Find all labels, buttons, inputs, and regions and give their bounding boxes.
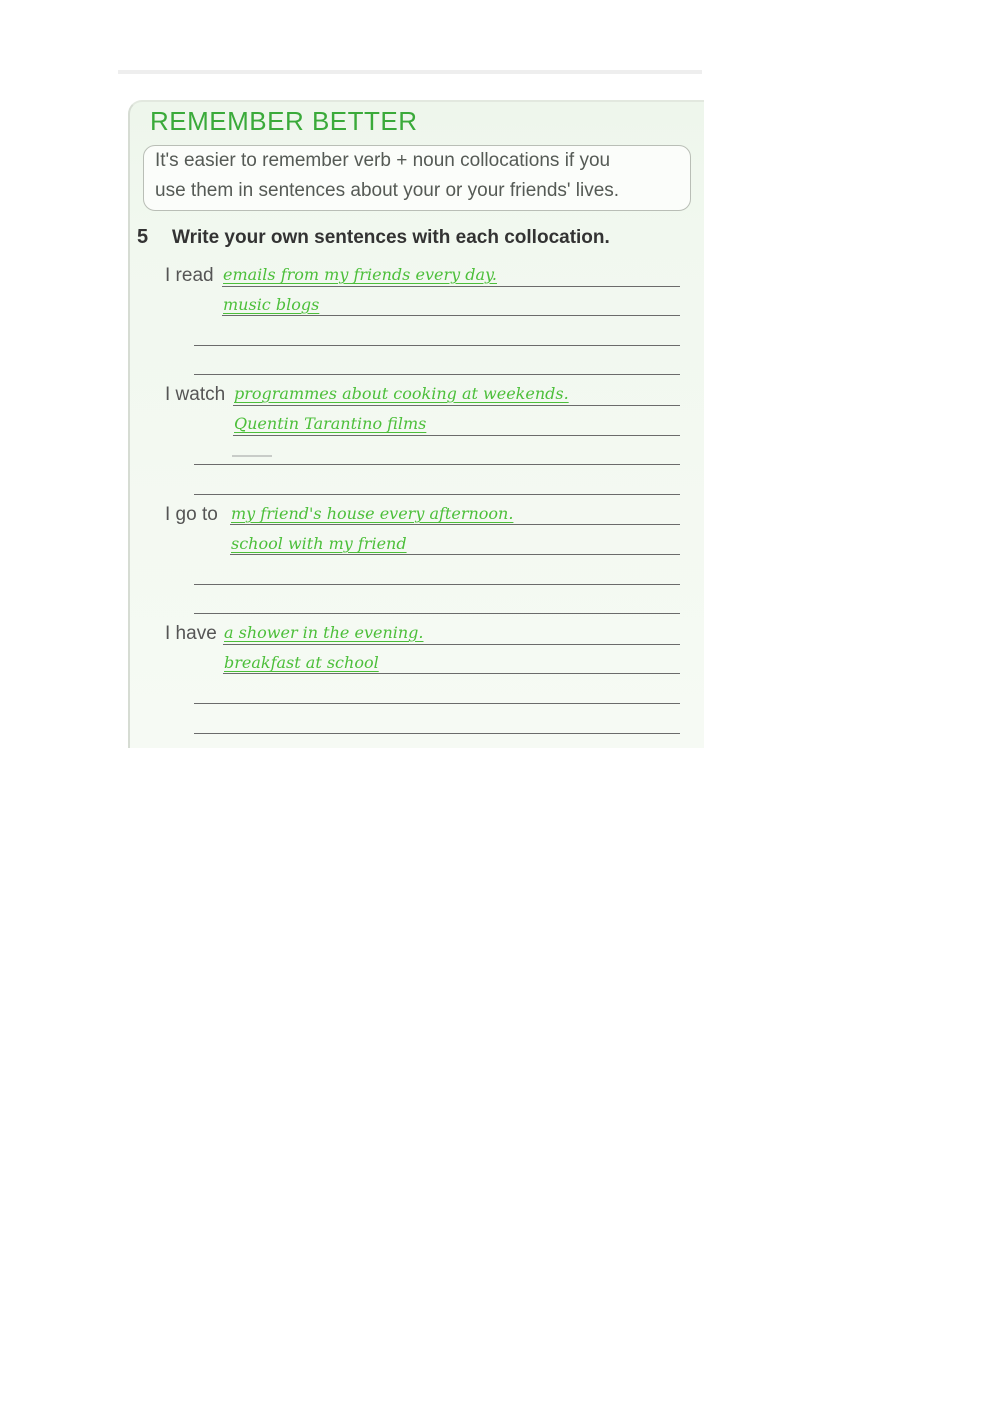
exercise-number: 5 (137, 226, 149, 248)
answer-line[interactable] (194, 703, 680, 704)
prompt-i-watch: I watch (165, 384, 226, 405)
remember-better-line-2: use them in sentences about your or your friends' lives. (155, 180, 620, 201)
scan-edge (118, 70, 702, 74)
answer-have-1[interactable]: a shower in the evening. (224, 623, 424, 642)
prompt-i-have: I have (165, 623, 217, 644)
answer-line[interactable] (230, 554, 680, 555)
answer-go-2[interactable]: school with my friend (231, 534, 407, 553)
answer-line[interactable] (233, 435, 680, 436)
answer-line[interactable] (194, 374, 680, 375)
answer-read-1[interactable]: emails from my friends every day. (223, 265, 497, 284)
answer-line[interactable] (194, 464, 680, 465)
answer-read-2[interactable]: music blogs (223, 295, 320, 314)
scan-smudge (232, 455, 272, 457)
prompt-i-go-to: I go to (165, 504, 218, 525)
answer-watch-1[interactable]: programmes about cooking at weekends. (234, 384, 569, 403)
answer-line[interactable] (194, 345, 680, 346)
remember-better-line-1: It's easier to remember verb + noun collocations if you (155, 150, 611, 171)
answer-line[interactable] (194, 494, 680, 495)
exercise-instruction: Write your own sentences with each collocation. (172, 227, 610, 248)
prompt-i-read: I read (165, 265, 214, 286)
answer-line[interactable] (223, 644, 680, 645)
answer-line[interactable] (194, 613, 680, 614)
answer-line[interactable] (194, 584, 680, 585)
remember-better-title: REMEMBER BETTER (150, 106, 418, 136)
answer-line[interactable] (222, 286, 680, 287)
answer-line[interactable] (223, 673, 680, 674)
answer-have-2[interactable]: breakfast at school (224, 653, 379, 672)
answer-watch-2[interactable]: Quentin Tarantino films (234, 414, 427, 433)
answer-line[interactable] (233, 405, 680, 406)
answer-line[interactable] (230, 524, 680, 525)
answer-line[interactable] (194, 733, 680, 734)
answer-line[interactable] (222, 315, 680, 316)
answer-go-1[interactable]: my friend's house every afternoon. (231, 504, 514, 523)
